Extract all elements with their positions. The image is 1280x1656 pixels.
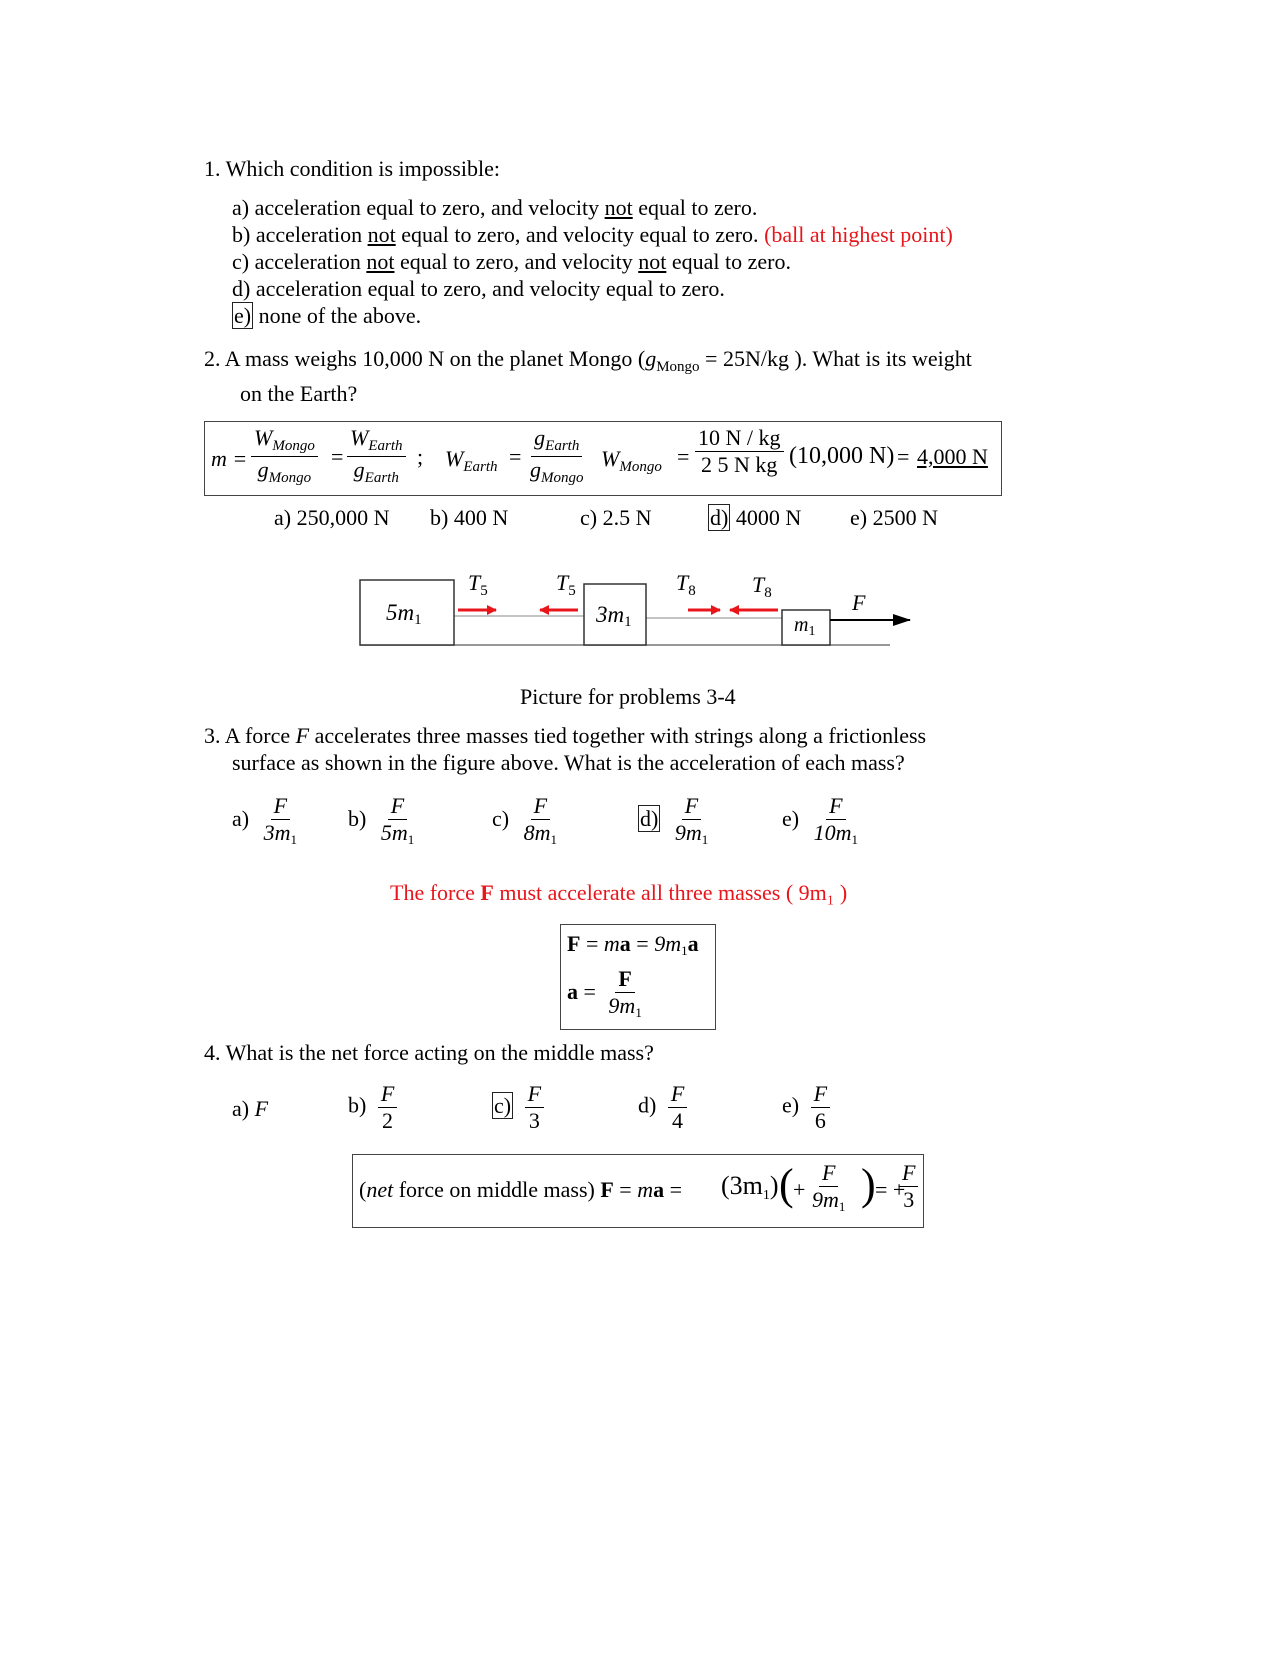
q3-option-d: d) $\frac{F}{9m1}$ [640,793,709,848]
tension-t5-label-left: $T_5$ [468,570,488,599]
q2-prompt [204,346,972,376]
q3-option-a: a) $\frac{F}{3m1}$ [232,793,297,848]
tension-t5-label-right: $T_5$ [556,570,576,599]
q3-d-answer-box: d) [640,805,659,831]
q1-a-not: not [604,195,633,220]
q1-prompt: 1. Which condition is impossible: [204,156,500,181]
q4-solution-frac: $\frac{F}{9m1}$ [812,1160,846,1215]
q4-solution-text: (net force on middle mass) F = ma = [359,1177,683,1202]
q2-eq2: = [509,444,522,469]
q3-option-e: e) $\frac{F}{10m1}$ [782,793,858,848]
q2-frac3: $\frac{g_{Earth}}{g_{Mongo}}$ [530,425,584,486]
q2-option-e: e) 2500 N [850,505,938,530]
mass-label-right: $m_1$ [794,614,816,639]
q2-paren: (10,000 N) [789,443,895,469]
q4-option-b: b) $\frac{F}{2}$ [348,1082,397,1133]
q3-box-line1: F = ma = 9m1a [567,931,699,958]
q2-eq3: = [677,444,690,469]
q2-eq4: = [897,444,910,469]
q3-option-c: c) $\frac{F}{8m1}$ [492,793,557,848]
q1-option-b [232,222,953,248]
q1-c-pre: c) acceleration [232,249,367,274]
q1-c-post: equal to zero. [666,249,791,274]
q3-prompt-line1: 3. A force F accelerates three masses tied together with strings along a frictionless [204,723,927,748]
q3-box-line2: a = $\frac{F}{9m1}$ [567,966,642,1021]
q2-option-b: b) 400 N [430,505,509,530]
q2-option-d [708,505,801,531]
q4-c-answer-box: c) [494,1092,512,1118]
force-label: F [852,590,866,615]
q2-option-a: a) 250,000 N [274,505,390,530]
q4-solution-paren-open: ( [779,1160,794,1209]
q2-answer: 4,000 N [917,444,988,469]
q4-option-e: e) $\frac{F}{6}$ [782,1082,830,1133]
q2-g: g [645,346,657,371]
figure-caption: Picture for problems 3-4 [520,684,736,709]
q2-d-text: 4000 N [730,505,802,530]
q2-m-eq: m = [211,446,248,471]
q4-solution-mass: (3m1) [721,1171,779,1203]
q1-option-d: d) acceleration equal to zero, and velocity equal to zero. [232,276,725,301]
tension-t8-label-left: $T_8$ [676,570,696,599]
q1-option-e [232,303,421,329]
q2-prompt-line2: on the Earth? [240,381,358,406]
q2-solution-box [204,421,1002,496]
q3-note-F: F [480,880,494,905]
q2-frac1: $\frac{W_{Mongo}}{g_{Mongo}}$ [251,426,318,486]
q2-g-sub: Mongo [656,359,700,375]
q1-b-pre: b) acceleration [232,222,368,247]
q2-semi: ; [417,444,424,469]
q1-a-pre: a) acceleration equal to zero, and velocity [232,195,605,220]
tension-t8-label-right: $T_8$ [752,572,772,601]
q1-e-text: none of the above. [253,303,422,328]
q4-option-a: a) F [232,1096,269,1121]
q3-option-b: b) $\frac{F}{5m1}$ [348,793,415,848]
q4-solution-paren-close: ) [861,1160,876,1209]
q4-solution-frac2: $\frac{F}{3}$ [899,1161,918,1212]
q3-prompt-line2: surface as shown in the figure above. What is the acceleration of each mass? [232,750,905,775]
masses-figure [0,560,1280,660]
q1-c-mid: equal to zero, and velocity [394,249,639,274]
q2-eq1: = [331,444,344,469]
q2-prompt-post: = 25N/kg ). What is its weight [699,346,972,371]
q1-option-c [232,249,791,275]
q1-a-post: equal to zero. [632,195,758,220]
q2-w-earth2: $W_{Earth}$ [445,446,498,475]
q2-w-mongo2: $W_{Mongo}$ [601,446,662,475]
q1-b-not: not [367,222,396,247]
q2-frac2: $\frac{W_{Earth}}{g_{Earth}}$ [347,426,406,486]
q2-d-answer-box: d) [710,505,729,530]
q2-frac4: $\frac{10 N / kg}{\text{2 5 N kg}}$ [695,426,784,477]
q1-c-not1: not [366,249,395,274]
q4-option-c: c) $\frac{F}{3}$ [492,1082,544,1133]
q4-solution-plus: + [793,1177,806,1202]
q1-option-a [232,195,757,221]
q1-c-not2: not [638,249,667,274]
q1-e-answer-box: e) [234,303,252,328]
q3-F: F [295,723,310,748]
q3-solution-box [560,924,716,1030]
q1-b-post: equal to zero, and velocity equal to zero. [395,222,765,247]
mass-label-middle: 3m1 [596,602,632,630]
q4-prompt: 4. What is the net force acting on the middle mass? [204,1040,654,1065]
q1-b-note: (ball at highest point) [764,222,953,247]
q4-option-d: d) $\frac{F}{4}$ [638,1082,687,1133]
q2-option-c: c) 2.5 N [580,505,652,530]
q4-solution-eq3: = + [875,1177,906,1202]
mass-label-left: 5m1 [386,600,422,628]
q2-prompt-pre: 2. A mass weighs 10,000 N on the planet Mongo ( [204,346,646,371]
q4-solution-box [352,1154,924,1228]
q3-note: The force F must accelerate all three masses ( 9m₁ ) [390,880,848,905]
